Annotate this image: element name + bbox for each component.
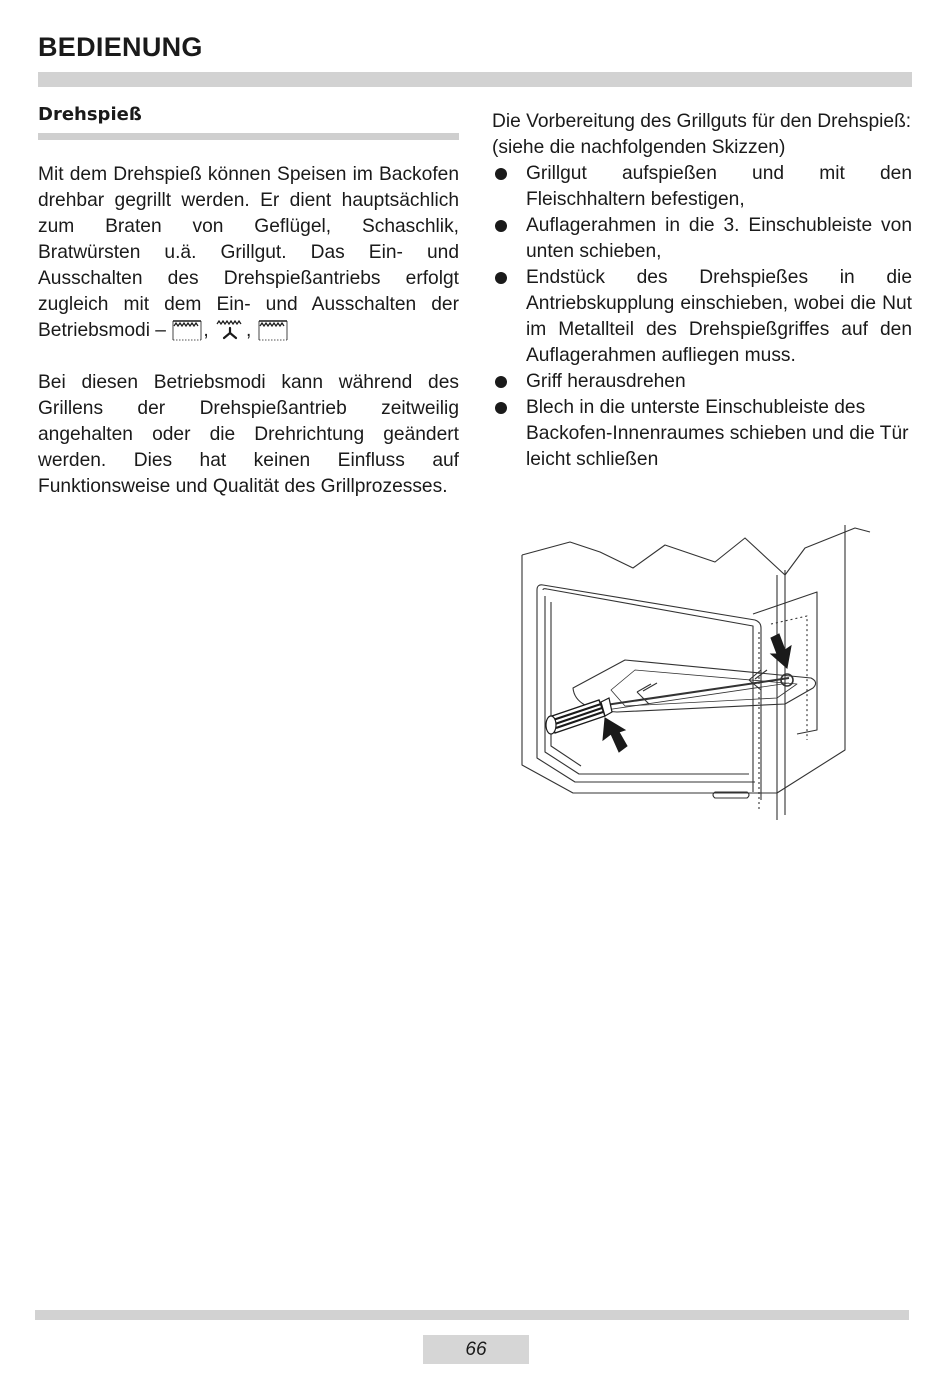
intro-paragraph bbox=[38, 162, 459, 344]
list-item bbox=[492, 265, 912, 369]
bullet-icon bbox=[495, 220, 507, 232]
step-list bbox=[492, 161, 912, 473]
list-item bbox=[492, 395, 912, 473]
page-number-box bbox=[423, 1335, 529, 1364]
grill-fan-icon bbox=[214, 318, 246, 342]
preparation-intro: Die Vorbereitung des Grillguts für den Drehspieß: bbox=[492, 111, 912, 132]
list-item bbox=[492, 161, 912, 213]
mode-separator-2: , bbox=[246, 320, 252, 341]
bullet-icon bbox=[495, 402, 507, 414]
right-column bbox=[492, 109, 912, 473]
list-item bbox=[492, 369, 912, 395]
bullet-icon bbox=[495, 272, 507, 284]
step-text: Griff herausdrehen bbox=[526, 371, 686, 392]
preparation-note: (siehe die nachfolgenden Skizzen) bbox=[492, 137, 786, 158]
grill-top-heat-icon bbox=[171, 318, 203, 342]
step-text: Endstück des Drehspießes in die Antriebskupplung einschieben, wobei die Nut im Metallteil des Drehspießgriffes auf den Auflagerahmen aufliegen muss. bbox=[526, 267, 912, 366]
bullet-icon bbox=[495, 168, 507, 180]
bullet-icon bbox=[495, 376, 507, 388]
intro-paragraph-text: Mit dem Drehspieß können Speisen im Backofen drehbar gegrillt werden. Er dient hauptsächlich zum Braten von Geflügel, Schaschlik, Bratwürsten u.ä. Grillgut. Das Ein- und Ausschalten des Drehspießantriebs erfolgt zugleich mit dem Ein- und Ausschalten der Betriebsmodi – bbox=[38, 164, 459, 341]
mode-separator-1: , bbox=[203, 320, 209, 341]
footer-rule bbox=[35, 1310, 909, 1320]
section-title: Drehspieß bbox=[38, 104, 142, 125]
page-title: BEDIENUNG bbox=[38, 32, 203, 62]
left-column bbox=[38, 162, 459, 500]
grill-full-icon bbox=[257, 318, 289, 342]
step-text: Blech in die unterste Einschubleiste des Backofen-Innenraumes schieben und die Tür leicht schließen bbox=[526, 397, 909, 470]
step-text: Auflagerahmen in die 3. Einschubleiste von unten schieben, bbox=[526, 215, 912, 262]
list-item bbox=[492, 213, 912, 265]
section-rule bbox=[38, 133, 459, 140]
header-rule bbox=[38, 72, 912, 87]
page-number: 66 bbox=[465, 1338, 487, 1360]
step-text: Grillgut aufspießen und mit den Fleischhaltern befestigen, bbox=[526, 163, 912, 210]
oven-rotisserie-illustration bbox=[515, 520, 885, 830]
info-paragraph: Bei diesen Betriebsmodi kann während des Grillens der Drehspießantrieb zeitweilig angehalten oder die Drehrichtung geändert werden. Dies hat keinen Einfluss auf Funktionsweise und Qualität des Grillprozesses. bbox=[38, 372, 459, 497]
